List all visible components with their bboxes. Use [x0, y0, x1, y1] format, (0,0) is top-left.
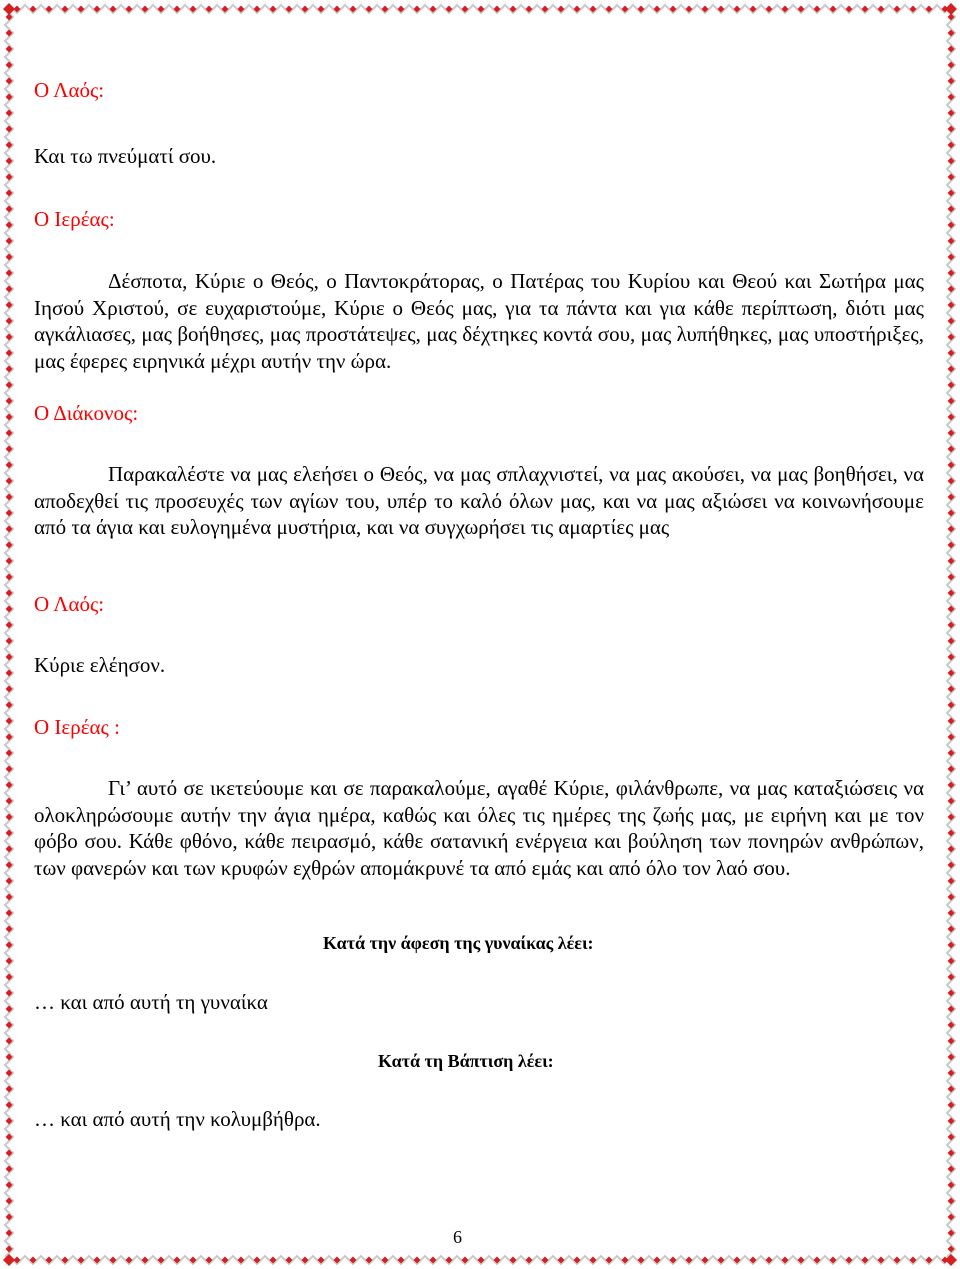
- heading-laos-2: Ο Λαός:: [34, 592, 105, 616]
- heading-iereas-1: Ο Ιερέας:: [34, 207, 115, 231]
- note-title-woman: Κατά την άφεση της γυναίκας λέει:: [323, 933, 594, 953]
- response-line-2: Κύριε ελέησον.: [34, 653, 166, 677]
- prayer-paragraph-3: Γι’ αυτό σε ικετεύουμε και σε παρακαλούμε, αγαθέ Κύριε, φιλάνθρωπε, να μας καταξιώσεις να ολοκληρώσουμε αυτήν την άγια ημέρα, καθώς και όλες τις ημέρες της ζωής μας, με ειρήνη και με τον φόβο σου. Κάθε φθόνο, κάθε πειρασμό, κάθε σατανική ενέργεια και βούληση των πονηρών ανθρώπων, των φανερών και των κρυφών εχθρών απομάκρυνέ τα από εμάς και από όλο τον λαό σου.: [34, 776, 924, 880]
- heading-diakonos: Ο Διάκονος:: [34, 401, 139, 425]
- heading-iereas-2: Ο Ιερέας :: [34, 715, 120, 739]
- heading-laos-1: Ο Λαός:: [34, 78, 105, 102]
- page-number: 6: [453, 1227, 462, 1247]
- prayer-paragraph-1: Δέσποτα, Κύριε ο Θεός, ο Παντοκράτορας, ο Πατέρας του Κυρίου και Θεού και Σωτήρα μας Ιησού Χριστού, σε ευχαριστούμε, Κύριε ο Θεός μας, για τα πάντα και για κάθε περίπτωση, διότι μας αγκάλιασες, μας βοήθησες, μας προστάτεψες, μας δέχτηκες κοντά σου, μας λυπήθηκες, μας υποστήριξες, μας έφερες ειρηνικά μέχρι αυτήν την ώρα.: [34, 269, 924, 373]
- note-line-woman: … και από αυτή τη γυναίκα: [34, 990, 268, 1014]
- prayer-paragraph-2: Παρακαλέστε να μας ελεήσει ο Θεός, να μας σπλαχνιστεί, να μας ακούσει, να μας βοηθήσει, να αποδεχθεί τις προσευχές των αγίων του, υπέρ το καλό όλων μας, και να μας αξιώσει να κοινωνήσουμε από τα άγια και ευλογημένα μυστήρια, και να συγχωρήσει τις αμαρτίες μας: [34, 462, 924, 539]
- note-line-baptism: … και από αυτή την κολυμβήθρα.: [34, 1107, 321, 1131]
- note-title-baptism: Κατά τη Βάπτιση λέει:: [378, 1051, 554, 1071]
- response-line-1: Και τω πνεύματί σου.: [34, 144, 217, 168]
